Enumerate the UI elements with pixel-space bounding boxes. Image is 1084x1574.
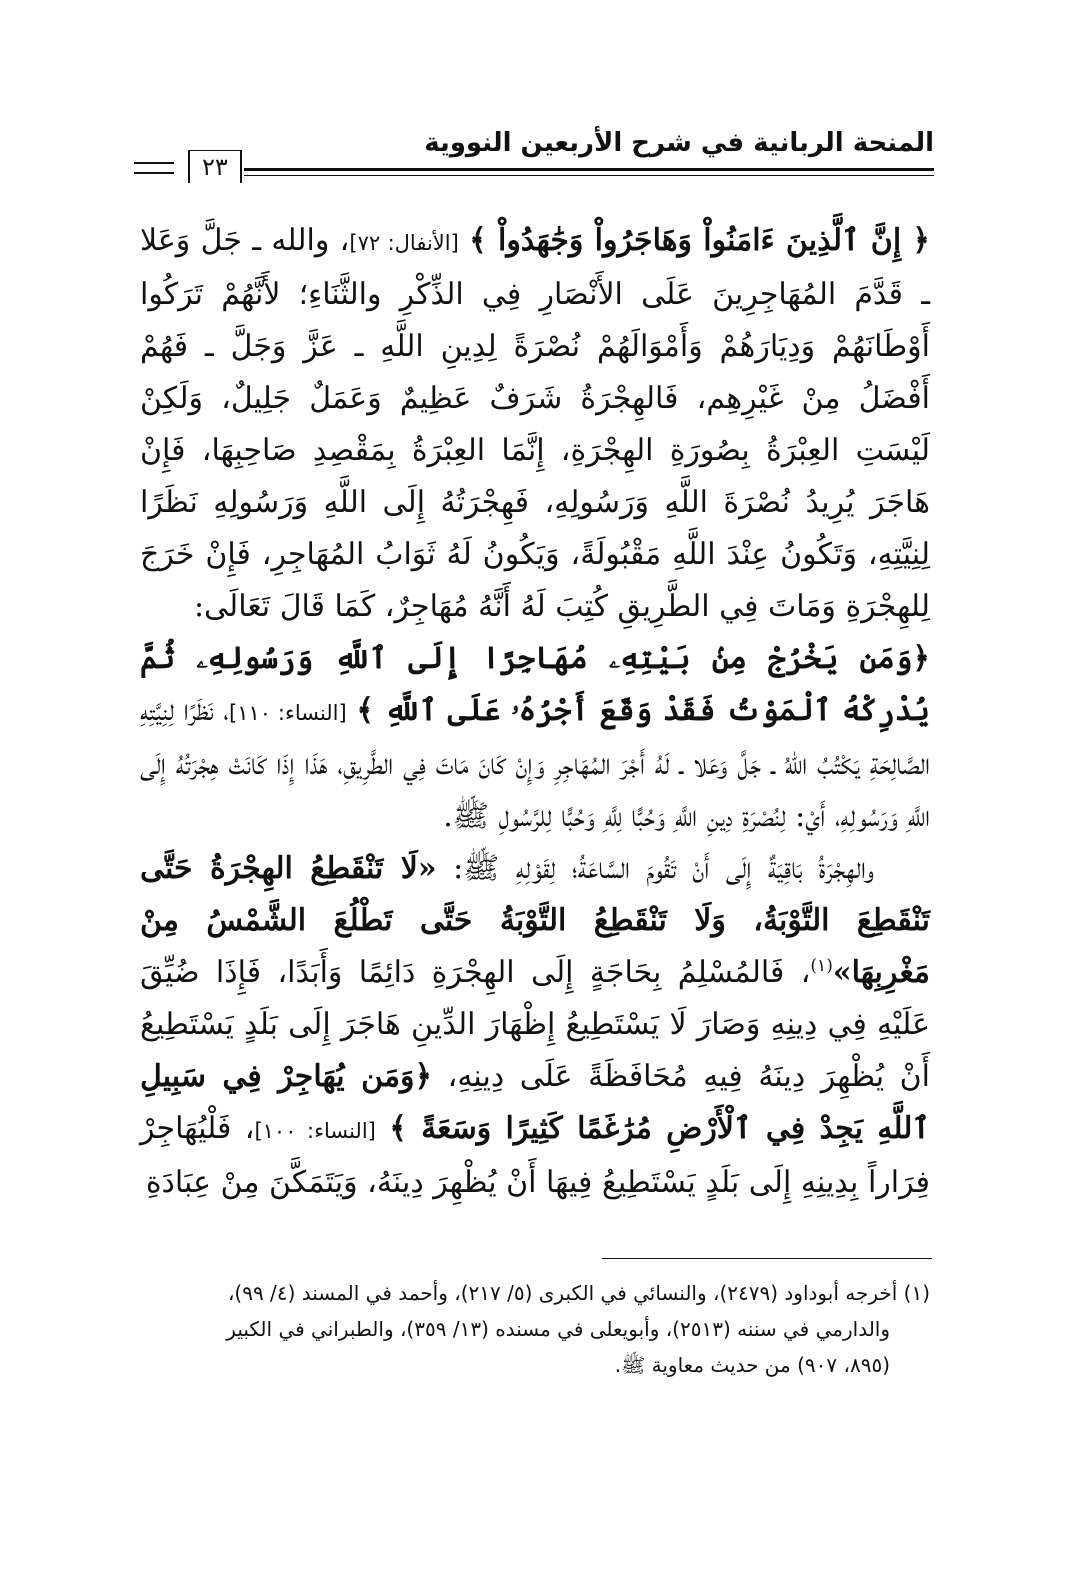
quran-verse: ﴿وَمَن يَخْرُجْ مِنۢ بَيْتِهِۦ مُهَاجِرًا إِلَى ٱللَّهِ وَرَسُولِهِۦ ثُمَّ يُدْرِكْهُ ٱلْمَوْتُ فَقَدْ وَقَعَ أَجْرُهُۥ عَلَى ٱللَّهِ ﴾: [140, 641, 930, 728]
footnote-line: والدارمي في سننه (٢٥١٣)، وأبويعلى في مسنده (١٣/ ٣٥٩)، والطبراني في الكبير: [226, 1317, 890, 1341]
main-text: [140, 215, 930, 1209]
hadith-quote: «لَا تَنْقَطِعُ الهِجْرَةُ حَتَّى تَنْقَطِعَ التَّوْبَةُ، وَلَا تَنْقَطِعُ التَّوْبَةُ حَتَّى تَطْلُعَ الشَّمْسُ مِنْ مَغْرِبِهَا»: [140, 851, 930, 990]
page-number: ٢٣: [188, 150, 242, 183]
paragraph-3: [140, 843, 930, 1209]
paragraph-text: ، فَلْيُهَاجِرْ فِرَاراً بِدِينِهِ إِلَى بَلَدٍ يَسْتَطِيعُ فِيهَا أَنْ يُظْهِرَ دِينَهُ، وَيَتَمَكَّنَ مِنْ عِبَادَةِ: [140, 1111, 930, 1200]
quran-verse: ﴿ إِنَّ ٱلَّذِينَ ءَامَنُواْ وَهَاجَرُواْ وَجَٰهَدُواْ ﴾: [469, 223, 930, 258]
verse-reference: [النساء: ١١٠]: [229, 701, 347, 725]
book-title: المنحة الربانية في شرح الأربعين النووية: [424, 128, 934, 158]
verse-reference: [النساء: ١٠٠]: [254, 1119, 376, 1143]
running-header: [128, 128, 934, 186]
footnotes: [140, 1275, 930, 1383]
header-rule: [244, 168, 934, 176]
verse-reference: [الأنفال: ٧٢]: [349, 231, 459, 255]
paragraph-text: ، فَالمُسْلِمُ بِحَاجَةٍ إِلَى الهِجْرَةِ دَائِمًا وَأَبَدًا، فَإِذَا ضُيِّقَ عَلَيْهِ فِي دِينِهِ وَصَارَ لَا يَسْتَطِيعُ إِظْهَارَ الدِّينِ هَاجَرَ إِلَى بَلَدٍ يَسْتَطِيعُ أَنْ يُظْهِرَ دِينَهُ فِيهِ مُحَافَظَةً عَلَى دِينِهِ،: [140, 955, 930, 1094]
footnote-rule: [602, 1258, 932, 1259]
header-ornament-icon: [134, 162, 174, 174]
paragraph-2: [140, 633, 930, 843]
paragraph-1: [140, 215, 930, 633]
footnote-line: (٨٩٥، ٩٠٧) من حديث معاوية ﷺ.: [614, 1353, 890, 1377]
paragraph-text: والهِجْرَةُ بَاقِيَةٌ إِلَى أَنْ تَقُومَ السَّاعَةُ؛ لِقَوْلِهِ ﷺ:: [436, 851, 874, 886]
paragraph-text: ، والله ـ جَلَّ وَعَلا ـ قَدَّمَ المُهَاجِرِينَ عَلَى الأَنْصَارِ فِي الذِّكْرِ والثَّنَاءِ؛ لأَنَّهُمْ تَرَكُوا أَوْطَانَهُمْ وَدِيَارَهُمْ وَأَمْوَالَهُمْ نُصْرَةً لِدِينِ اللَّهِ ـ عَزَّ وَجَلَّ ـ فَهُمْ أَفْضَلُ مِنْ غَيْرِهِم، فَالهِجْرَةُ شَرَفٌ عَظِيمٌ وَعَمَلٌ جَلِيلٌ، وَلَكِنْ لَيْسَتِ العِبْرَةُ بِصُورَةِ الهِجْرَةِ، إِنَّمَا العِبْرَةُ بِمَقْصِدِ صَاحِبِهَا، فَإِنْ هَاجَرَ يُرِيدُ نُصْرَةَ اللَّهِ وَرَسُولِهِ، فَهِجْرَتُهُ إِلَى اللَّهِ وَرَسُولِهِ نَظَرًا لِنِيَّتِهِ، وَتَكُونُ عِنْدَ اللَّهِ مَقْبُولَةً، وَيَكُونُ لَهُ ثَوَابُ المُهَاجِرِ، فَإِنْ خَرَجَ لِلهِجْرَةِ وَمَاتَ فِي الطَّرِيقِ كُتِبَ لَهُ أَنَّهُ مُهَاجِرٌ، كَمَا قَالَ تَعَالَى:: [140, 223, 930, 624]
quran-verse: ﴿وَمَن يُهَاجِرْ فِي سَبِيلِ ٱللَّهِ يَجِدْ فِي ٱلْأَرْضِ مُرَٰغَمًا كَثِيرًا وَسَعَةً ﴾: [140, 1059, 930, 1146]
footnote-line: (١) أخرجه أبوداود (٢٤٧٩)، والنسائي في الكبرى (٥/ ٢١٧)، وأحمد في المسند (٤/ ٩٩)،: [227, 1281, 930, 1305]
footnote-marker: (١): [810, 956, 833, 976]
paragraph-text: ، نَظَرًا لِنِيَّتِهِ الصَّالِحَةِ يَكْتُبُ اللهُ ـ جَلَّ وَعَلا ـ لَهُ أَجْرَ المُهَاجِرِ وَإِنْ كَانَ مَاتَ فِي الطَّرِيقِ، هَذَا إِذَا كَانَتْ هِجْرَتُهُ إِلَى اللَّهِ وَرَسُولِهِ، أَيْ: لِنُصْرَةِ دِينِ اللَّهِ وَحُبًّا لِلَّهِ وَحُبًّا لِلرَّسُولِ ﷺ.: [140, 693, 930, 834]
